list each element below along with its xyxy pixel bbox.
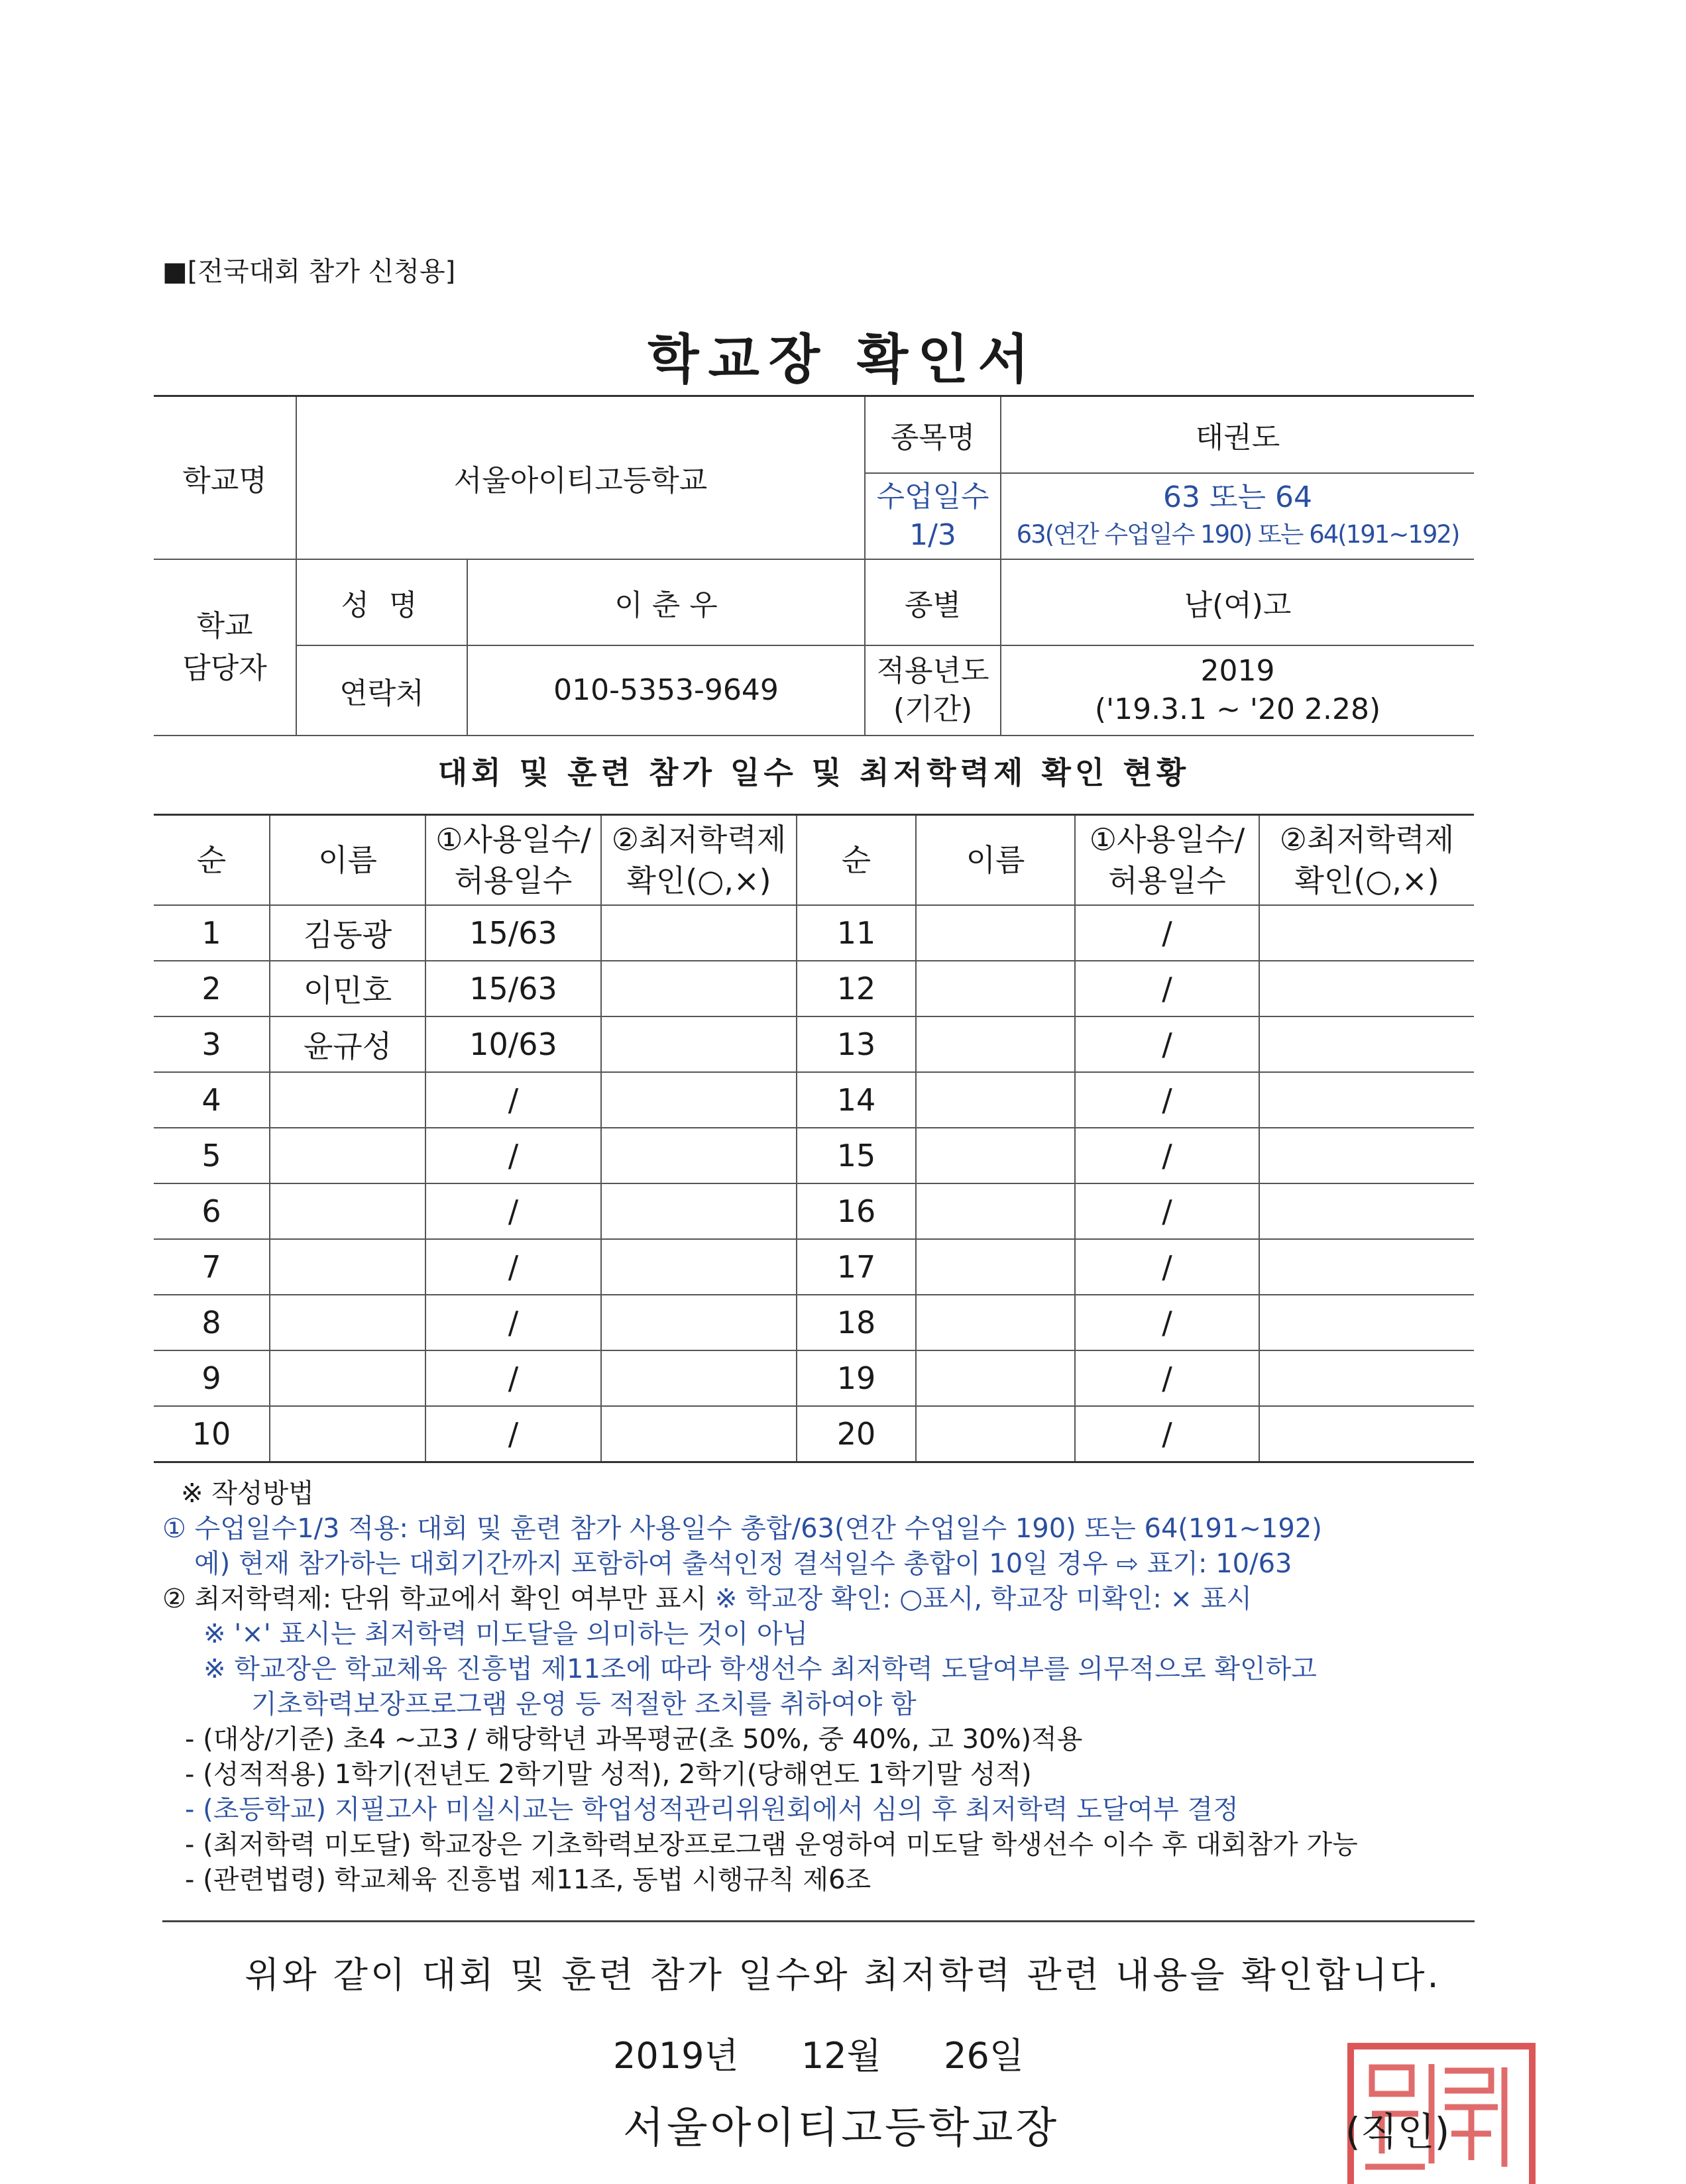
divider bbox=[162, 1920, 1475, 1922]
row-used-days: 10/63 bbox=[425, 1016, 601, 1072]
row-no: 6 bbox=[154, 1183, 270, 1239]
row-used-days-2: / bbox=[1075, 961, 1259, 1016]
sport-value: 태권도 bbox=[1001, 396, 1474, 473]
row-min-academic bbox=[601, 1406, 797, 1462]
school-days-label-line2: 1/3 bbox=[909, 518, 956, 552]
row-used-days: 15/63 bbox=[425, 905, 601, 961]
seal-label: (직인) bbox=[1345, 2109, 1450, 2154]
detail-4: - (최저학력 미도달) 학교장은 기초학력보장프로그램 운영하여 미도달 학생선수 이수 후 대회참가 가능 bbox=[185, 1829, 1358, 1860]
note-1b: 예) 현재 참가하는 대회기간까지 포함하여 출석인정 결석일수 총합이 10일 경우 ⇨ 표기: 10/63 bbox=[194, 1549, 1292, 1579]
row-min-academic-2 bbox=[1259, 1072, 1474, 1128]
note-2b: ※ '×' 표시는 최저학력 미도달을 의미하는 것이 아님 bbox=[203, 1619, 809, 1649]
table-row bbox=[154, 905, 1474, 961]
document-title: 학교장 확인서 bbox=[647, 329, 1039, 390]
row-used-days: / bbox=[425, 1406, 601, 1462]
row-min-academic bbox=[601, 1072, 797, 1128]
type-label: 종별 bbox=[865, 559, 1001, 645]
table-row bbox=[154, 1016, 1474, 1072]
date-year: 2019년 bbox=[613, 2035, 739, 2077]
row-no: 9 bbox=[154, 1350, 270, 1406]
row-name-2 bbox=[916, 905, 1075, 961]
row-min-academic bbox=[601, 1239, 797, 1295]
row-name bbox=[270, 1295, 425, 1350]
note-2c: ※ 학교장은 학교체육 진흥법 제11조에 따라 학생선수 최저학력 도달여부를 의무적으로 확인하고 bbox=[203, 1654, 1317, 1684]
row-name: 김동광 bbox=[270, 905, 425, 961]
form-tag: ■[전국대회 참가 신청용] bbox=[162, 256, 456, 287]
year-label-line1: 적용년도 bbox=[876, 653, 989, 688]
row-used-days-2: / bbox=[1075, 1239, 1259, 1295]
row-min-academic bbox=[601, 905, 797, 961]
row-used-days-2: / bbox=[1075, 1183, 1259, 1239]
note-1a: ① 수업일수1/3 적용: 대회 및 훈련 참가 사용일수 총합/63(연간 수업일수 190) 또는 64(191~192) bbox=[162, 1513, 1322, 1544]
staff-name: 이 춘 우 bbox=[467, 559, 865, 645]
detail-1: - (대상/기준) 초4 ~고3 / 해당학년 과목평균(초 50%, 중 40%, 고 30%)적용 bbox=[185, 1724, 1083, 1755]
year-label bbox=[865, 645, 1001, 736]
contact-value: 010-5353-9649 bbox=[467, 645, 865, 736]
row-min-academic bbox=[601, 1295, 797, 1350]
table-row bbox=[154, 1239, 1474, 1295]
school-label: 학교명 bbox=[154, 396, 296, 559]
note-2a bbox=[162, 1582, 1488, 1617]
school-days-value bbox=[1001, 473, 1474, 559]
header-no: 순 bbox=[154, 815, 270, 906]
table-row bbox=[154, 1406, 1474, 1462]
row-min-academic-2 bbox=[1259, 1350, 1474, 1406]
date-month: 12월 bbox=[801, 2035, 881, 2077]
row-used-days-2: / bbox=[1075, 1295, 1259, 1350]
attendance-header-row bbox=[154, 815, 1474, 906]
row-no: 7 bbox=[154, 1239, 270, 1295]
school-name: 서울아이티고등학교 bbox=[296, 396, 865, 559]
row-name bbox=[270, 1350, 425, 1406]
header-check-line2: 확인(○,×) bbox=[1294, 863, 1439, 899]
row-name bbox=[270, 1183, 425, 1239]
row-no: 8 bbox=[154, 1295, 270, 1350]
name-label: 성 명 bbox=[296, 559, 467, 645]
row-no: 2 bbox=[154, 961, 270, 1016]
row-min-academic bbox=[601, 1350, 797, 1406]
detail-5: - (관련법령) 학교체육 진흥법 제11조, 동법 시행규칙 제6조 bbox=[185, 1865, 871, 1895]
contact-label: 연락처 bbox=[296, 645, 467, 736]
row-used-days: / bbox=[425, 1128, 601, 1183]
row-no: 3 bbox=[154, 1016, 270, 1072]
confirmation-statement: 위와 같이 대회 및 훈련 참가 일수와 최저학력 관련 내용을 확인합니다. bbox=[245, 1954, 1441, 1996]
row-name bbox=[270, 1128, 425, 1183]
row-no-2: 19 bbox=[797, 1350, 916, 1406]
section-title: 대회 및 훈련 참가 일수 및 최저학력제 확인 현황 bbox=[437, 755, 1190, 791]
row-used-days-2: / bbox=[1075, 1128, 1259, 1183]
row-no-2: 12 bbox=[797, 961, 916, 1016]
header-used-line2: 허용일수 bbox=[1108, 863, 1226, 899]
row-name: 윤규성 bbox=[270, 1016, 425, 1072]
header-check-line1: ②최저학력제 bbox=[1279, 822, 1455, 857]
school-days-main: 63 또는 64 bbox=[1163, 480, 1312, 514]
staff-label-line1: 학교 bbox=[196, 608, 253, 643]
row-used-days: / bbox=[425, 1239, 601, 1295]
note-2a-text: ② 최저학력제: 단위 학교에서 확인 여부만 표시 bbox=[162, 1584, 715, 1614]
attendance-table bbox=[154, 814, 1474, 1463]
header-no-2: 순 bbox=[797, 815, 916, 906]
header-min-academic bbox=[601, 815, 797, 906]
info-table bbox=[154, 395, 1474, 736]
row-used-days: / bbox=[425, 1295, 601, 1350]
row-no-2: 16 bbox=[797, 1183, 916, 1239]
row-no-2: 15 bbox=[797, 1128, 916, 1183]
row-min-academic-2 bbox=[1259, 1295, 1474, 1350]
row-no-2: 18 bbox=[797, 1295, 916, 1350]
row-no-2: 13 bbox=[797, 1016, 916, 1072]
row-name: 이민호 bbox=[270, 961, 425, 1016]
row-min-academic-2 bbox=[1259, 1239, 1474, 1295]
row-name-2 bbox=[916, 1406, 1075, 1462]
row-used-days: / bbox=[425, 1350, 601, 1406]
principal-title: 서울아이티고등학교장 bbox=[623, 2104, 1060, 2153]
row-name-2 bbox=[916, 1350, 1075, 1406]
row-no: 10 bbox=[154, 1406, 270, 1462]
row-name-2 bbox=[916, 961, 1075, 1016]
instructions-heading: ※ 작성방법 bbox=[181, 1478, 314, 1509]
row-name-2 bbox=[916, 1295, 1075, 1350]
row-used-days: / bbox=[425, 1072, 601, 1128]
row-min-academic-2 bbox=[1259, 961, 1474, 1016]
school-days-label bbox=[865, 473, 1001, 559]
row-name-2 bbox=[916, 1128, 1075, 1183]
row-min-academic bbox=[601, 1183, 797, 1239]
detail-3: - (초등학교) 지필고사 미실시교는 학업성적관리위원회에서 심의 후 최저학력 도달여부 결정 bbox=[185, 1794, 1239, 1825]
header-used-line1: ①사용일수/ bbox=[1089, 822, 1245, 857]
table-row bbox=[154, 1072, 1474, 1128]
table-row bbox=[154, 961, 1474, 1016]
detail-2: - (성적적용) 1학기(전년도 2학기말 성적), 2학기(당해연도 1학기말 성적) bbox=[185, 1759, 1032, 1790]
row-min-academic-2 bbox=[1259, 1406, 1474, 1462]
year-main: 2019 bbox=[1200, 653, 1275, 688]
header-used-line2: 허용일수 bbox=[454, 863, 573, 899]
row-min-academic bbox=[601, 1128, 797, 1183]
note-2a-marks: ※ 학교장 확인: ○표시, 학교장 미확인: × 표시 bbox=[714, 1584, 1253, 1614]
row-min-academic-2 bbox=[1259, 1016, 1474, 1072]
row-name-2 bbox=[916, 1239, 1075, 1295]
row-min-academic-2 bbox=[1259, 905, 1474, 961]
row-used-days-2: / bbox=[1075, 905, 1259, 961]
table-row bbox=[154, 1295, 1474, 1350]
header-min-academic-2 bbox=[1259, 815, 1474, 906]
row-used-days-2: / bbox=[1075, 1072, 1259, 1128]
row-name-2 bbox=[916, 1016, 1075, 1072]
row-no-2: 17 bbox=[797, 1239, 916, 1295]
year-value bbox=[1001, 645, 1474, 736]
year-label-line2: (기간) bbox=[893, 692, 973, 726]
year-period: ('19.3.1 ~ '20 2.28) bbox=[1094, 692, 1381, 726]
header-used-days bbox=[425, 815, 601, 906]
row-used-days: / bbox=[425, 1183, 601, 1239]
sport-label: 종목명 bbox=[865, 396, 1001, 473]
header-check-line1: ②최저학력제 bbox=[611, 822, 787, 857]
row-name-2 bbox=[916, 1183, 1075, 1239]
staff-label bbox=[154, 559, 296, 736]
row-name bbox=[270, 1072, 425, 1128]
row-name bbox=[270, 1239, 425, 1295]
row-no-2: 11 bbox=[797, 905, 916, 961]
row-no: 1 bbox=[154, 905, 270, 961]
row-used-days-2: / bbox=[1075, 1016, 1259, 1072]
header-name-2: 이름 bbox=[916, 815, 1075, 906]
header-used-line1: ①사용일수/ bbox=[435, 822, 591, 857]
table-row bbox=[154, 1183, 1474, 1239]
type-value: 남(여)고 bbox=[1001, 559, 1474, 645]
instructions bbox=[162, 1476, 1488, 1898]
header-used-days-2 bbox=[1075, 815, 1259, 906]
issue-date bbox=[613, 2028, 1024, 2079]
row-no-2: 14 bbox=[797, 1072, 916, 1128]
row-used-days-2: / bbox=[1075, 1350, 1259, 1406]
table-row bbox=[154, 1350, 1474, 1406]
row-min-academic bbox=[601, 1016, 797, 1072]
row-min-academic-2 bbox=[1259, 1128, 1474, 1183]
header-name: 이름 bbox=[270, 815, 425, 906]
header-check-line2: 확인(○,×) bbox=[626, 863, 771, 899]
row-used-days: 15/63 bbox=[425, 961, 601, 1016]
school-days-label-line1: 수업일수 bbox=[876, 479, 989, 514]
row-no: 5 bbox=[154, 1128, 270, 1183]
table-row bbox=[154, 1128, 1474, 1183]
date-day: 26일 bbox=[944, 2035, 1025, 2077]
row-min-academic-2 bbox=[1259, 1183, 1474, 1239]
staff-label-line2: 담당자 bbox=[182, 651, 267, 685]
school-days-note: 63(연간 수업일수 190) 또는 64(191~192) bbox=[1016, 519, 1459, 549]
row-name bbox=[270, 1406, 425, 1462]
row-no-2: 20 bbox=[797, 1406, 916, 1462]
note-2d: 기초학력보장프로그램 운영 등 적절한 조치를 취하여야 함 bbox=[251, 1689, 917, 1720]
row-name-2 bbox=[916, 1072, 1075, 1128]
row-no: 4 bbox=[154, 1072, 270, 1128]
row-used-days-2: / bbox=[1075, 1406, 1259, 1462]
row-min-academic bbox=[601, 961, 797, 1016]
